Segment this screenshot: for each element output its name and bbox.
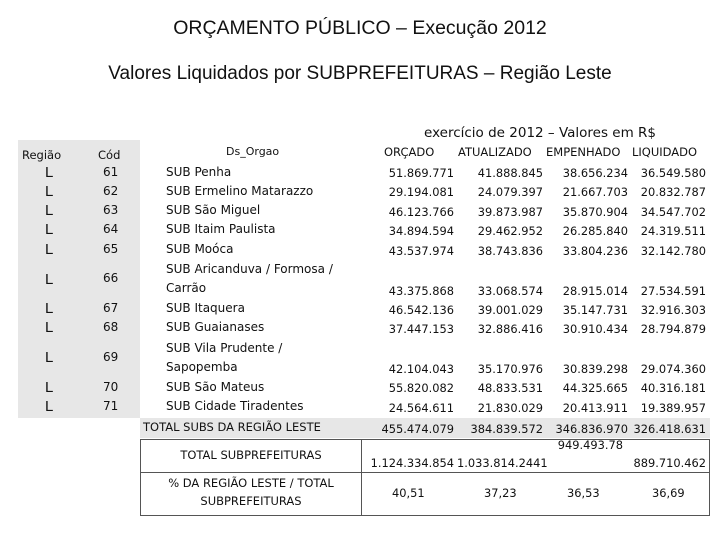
row-orcado: 43.537.974 — [388, 244, 454, 258]
row-orcado: 51.869.771 — [388, 166, 454, 180]
row-orcado: 46.542.136 — [388, 303, 454, 317]
row-orgao: SUB Vila Prudente / — [166, 341, 283, 355]
row-orgao: SUB Itaquera — [166, 301, 245, 315]
total-leste-empenhado: 346.836.970 — [555, 422, 628, 436]
total-subs-label: TOTAL SUBPREFEITURAS — [180, 448, 322, 462]
row-regiao: L — [45, 300, 54, 317]
row-empenhado: 21.667.703 — [562, 185, 628, 199]
header-orcado: ORÇADO — [384, 145, 435, 159]
row-atualizado: 33.068.574 — [477, 284, 543, 298]
row-empenhado: 33.804.236 — [562, 244, 628, 258]
row-empenhado: 28.915.014 — [562, 284, 628, 298]
total-leste-liquidado: 326.418.631 — [633, 422, 706, 436]
row-orcado: 43.375.868 — [388, 284, 454, 298]
row-atualizado: 35.170.976 — [477, 362, 543, 376]
row-empenhado: 35.870.904 — [562, 205, 628, 219]
total-subs-orcado: 1.124.334.854 — [370, 456, 454, 470]
row-cod: 69 — [103, 350, 119, 364]
total-subs-empenhado: 949.493.78 — [557, 438, 623, 452]
page-subtitle: Valores Liquidados por SUBPREFEITURAS – Região Leste — [108, 63, 612, 84]
row-liquidado: 32.142.780 — [640, 244, 706, 258]
divider-mid — [140, 472, 710, 473]
row-orgao: SUB São Miguel — [166, 203, 261, 217]
row-regiao: L — [45, 319, 54, 336]
percent-label-cont: SUBPREFEITURAS — [200, 494, 302, 508]
percent-orcado: 40,51 — [392, 486, 425, 500]
row-empenhado: 20.413.911 — [562, 401, 628, 415]
row-atualizado: 24.079.397 — [477, 185, 543, 199]
row-atualizado: 39.001.029 — [477, 303, 543, 317]
row-orgao-cont: Sapopemba — [166, 360, 238, 374]
row-empenhado: 38.656.234 — [562, 166, 628, 180]
header-regiao: Região — [22, 148, 62, 162]
percent-label: % DA REGIÃO LESTE / TOTAL — [168, 476, 334, 490]
row-orgao: SUB Aricanduva / Formosa / — [166, 262, 333, 276]
row-orcado: 55.820.082 — [388, 381, 454, 395]
row-atualizado: 32.886.416 — [477, 322, 543, 336]
row-orgao-cont: Carrão — [166, 281, 207, 295]
row-cod: 64 — [103, 222, 119, 236]
row-regiao: L — [45, 221, 54, 238]
row-cod: 62 — [103, 184, 119, 198]
row-empenhado: 44.325.665 — [562, 381, 628, 395]
divider-bottom — [140, 515, 710, 516]
row-atualizado: 29.462.952 — [477, 224, 543, 238]
percent-empenhado: 36,53 — [567, 486, 600, 500]
row-cod: 66 — [103, 271, 119, 285]
left-shade — [18, 140, 140, 418]
total-subs-liquidado: 889.710.462 — [633, 456, 706, 470]
vline-mid — [361, 439, 362, 516]
vline-right — [709, 439, 710, 516]
row-atualizado: 38.743.836 — [477, 244, 543, 258]
percent-atualizado: 37,23 — [484, 486, 517, 500]
divider-top — [140, 439, 710, 440]
row-liquidado: 32.916.303 — [640, 303, 706, 317]
header-atualizado: ATUALIZADO — [458, 145, 532, 159]
row-regiao: L — [45, 202, 54, 219]
row-orcado: 34.894.594 — [388, 224, 454, 238]
row-orgao: SUB Guaianases — [166, 320, 265, 334]
row-empenhado: 30.839.298 — [562, 362, 628, 376]
header-liquidado: LIQUIDADO — [632, 145, 698, 159]
row-regiao: L — [45, 349, 54, 366]
row-liquidado: 36.549.580 — [640, 166, 706, 180]
row-cod: 63 — [103, 203, 119, 217]
row-liquidado: 24.319.511 — [640, 224, 706, 238]
row-regiao: L — [45, 241, 54, 258]
row-cod: 70 — [103, 380, 119, 394]
row-empenhado: 26.285.840 — [562, 224, 628, 238]
row-regiao: L — [45, 379, 54, 396]
row-orgao: SUB Itaim Paulista — [166, 222, 276, 236]
percent-liquidado: 36,69 — [652, 486, 685, 500]
row-liquidado: 28.794.879 — [640, 322, 706, 336]
row-atualizado: 41.888.845 — [477, 166, 543, 180]
row-regiao: L — [45, 183, 54, 200]
row-cod: 68 — [103, 320, 119, 334]
row-regiao: L — [45, 398, 54, 415]
header-orgao: Ds_Orgao — [226, 145, 280, 158]
total-leste-label: TOTAL SUBS DA REGIÃO LESTE — [143, 420, 321, 434]
row-cod: 67 — [103, 301, 119, 315]
total-leste-atualizado: 384.839.572 — [470, 422, 543, 436]
row-liquidado: 34.547.702 — [640, 205, 706, 219]
row-regiao: L — [45, 271, 54, 288]
row-empenhado: 30.910.434 — [562, 322, 628, 336]
row-cod: 71 — [103, 399, 119, 413]
header-cod: Cód — [98, 148, 121, 162]
row-cod: 65 — [103, 242, 119, 256]
row-liquidado: 40.316.181 — [640, 381, 706, 395]
row-orgao: SUB São Mateus — [166, 380, 265, 394]
row-orcado: 42.104.043 — [388, 362, 454, 376]
row-liquidado: 19.389.957 — [640, 401, 706, 415]
row-atualizado: 39.873.987 — [477, 205, 543, 219]
row-liquidado: 20.832.787 — [640, 185, 706, 199]
row-orcado: 37.447.153 — [388, 322, 454, 336]
total-leste-orcado: 455.474.079 — [381, 422, 454, 436]
row-atualizado: 21.830.029 — [477, 401, 543, 415]
row-regiao: L — [45, 164, 54, 181]
row-cod: 61 — [103, 165, 119, 179]
row-liquidado: 27.534.591 — [640, 284, 706, 298]
header-empenhado: EMPENHADO — [546, 145, 621, 159]
row-orcado: 29.194.081 — [388, 185, 454, 199]
row-orgao: SUB Penha — [166, 165, 232, 179]
row-orgao: SUB Ermelino Matarazzo — [166, 184, 314, 198]
row-orgao: SUB Moóca — [166, 242, 234, 256]
row-atualizado: 48.833.531 — [477, 381, 543, 395]
row-orgao: SUB Cidade Tiradentes — [166, 399, 304, 413]
row-empenhado: 35.147.731 — [562, 303, 628, 317]
row-orcado: 46.123.766 — [388, 205, 454, 219]
total-subs-atualizado: 1.033.814.2441 — [457, 456, 548, 470]
row-orcado: 24.564.611 — [388, 401, 454, 415]
exercise-note: exercício de 2012 – Valores em R$ — [424, 125, 657, 141]
row-liquidado: 29.074.360 — [640, 362, 706, 376]
page-title: ORÇAMENTO PÚBLICO – Execução 2012 — [173, 17, 547, 39]
